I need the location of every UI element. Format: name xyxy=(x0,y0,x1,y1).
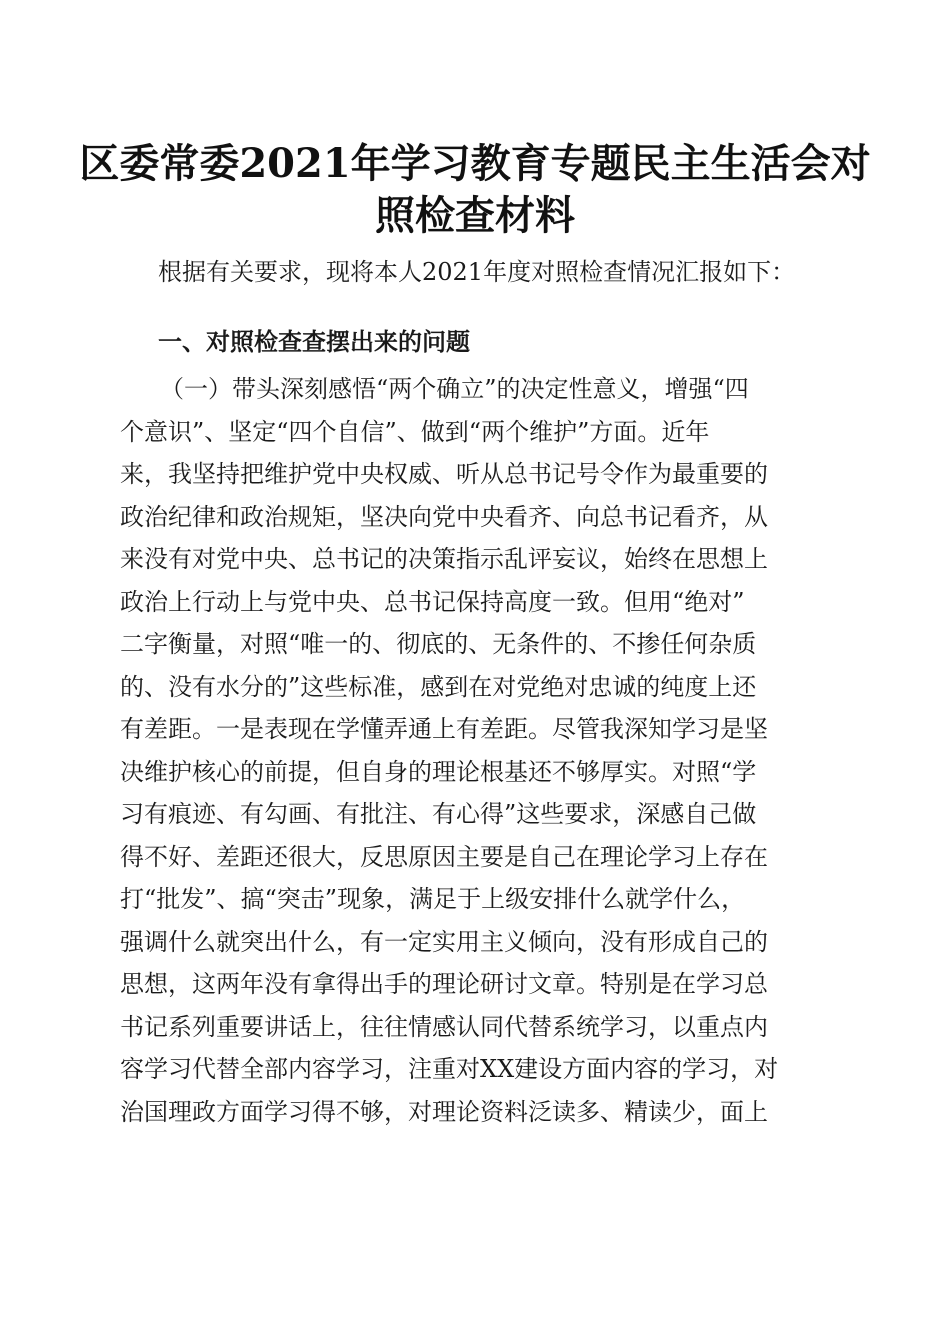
paragraph-line: 个意识”、坚定“四个自信”、做到“两个维护”方面。近年 xyxy=(120,417,710,446)
paragraph-line: 政治上行动上与党中央、总书记保持高度一致。但用“绝对” xyxy=(120,587,745,616)
paragraph-line: 有差距。一是表现在学懂弄通上有差距。尽管我深知学习是坚 xyxy=(120,715,768,743)
title-line-2: 照检查材料 xyxy=(375,192,575,239)
paragraph-line: 来没有对党中央、总书记的决策指示乱评妄议，始终在思想上 xyxy=(120,545,768,573)
intro-paragraph: 根据有关要求，现将本人2021年度对照检查情况汇报如下： xyxy=(158,258,796,286)
paragraph-line: 容学习代替全部内容学习，注重对XX建设方面内容的学习，对 xyxy=(120,1055,779,1083)
section-heading: 一、对照检查查摆出来的问题 xyxy=(158,328,470,356)
paragraph-line: 习有痕迹、有勾画、有批注、有心得”这些要求，深感自己做 xyxy=(120,800,757,828)
paragraph-line: 强调什么就突出什么，有一定实用主义倾向，没有形成自己的 xyxy=(120,927,768,956)
document-title xyxy=(60,138,890,242)
paragraph-line: 二字衡量，对照“唯一的、彻底的、无条件的、不掺任何杂质 xyxy=(120,630,757,658)
paragraph-line: 得不好、差距还很大，反思原因主要是自己在理论学习上存在 xyxy=(120,842,768,871)
paragraph-line: 决维护核心的前提，但自身的理论根基还不够厚实。对照“学 xyxy=(120,757,757,786)
paragraph-line: 的、没有水分的”这些标准，感到在对党绝对忠诚的纯度上还 xyxy=(120,672,757,701)
paragraph-line: 政治纪律和政治规矩，坚决向党中央看齐、向总书记看齐，从 xyxy=(120,502,768,531)
paragraph-line: 来，我坚持把维护党中央权威、听从总书记号令作为最重要的 xyxy=(120,460,768,488)
paragraph-line: 治国理政方面学习得不够，对理论资料泛读多、精读少，面上 xyxy=(120,1097,768,1126)
paragraph-line: 思想，这两年没有拿得出手的理论研讨文章。特别是在学习总 xyxy=(120,970,768,998)
paragraph-line: 书记系列重要讲话上，往往情感认同代替系统学习，以重点内 xyxy=(120,1012,768,1041)
body-paragraph xyxy=(120,368,830,1133)
paragraph-line: （一）带头深刻感悟“两个确立”的决定性意义，增强“四 xyxy=(160,375,749,403)
title-line-1: 区委常委2021年学习教育专题民主生活会对 xyxy=(79,140,871,187)
paragraph-line: 打“批发”、搞“突击”现象，满足于上级安排什么就学什么， xyxy=(120,885,746,913)
